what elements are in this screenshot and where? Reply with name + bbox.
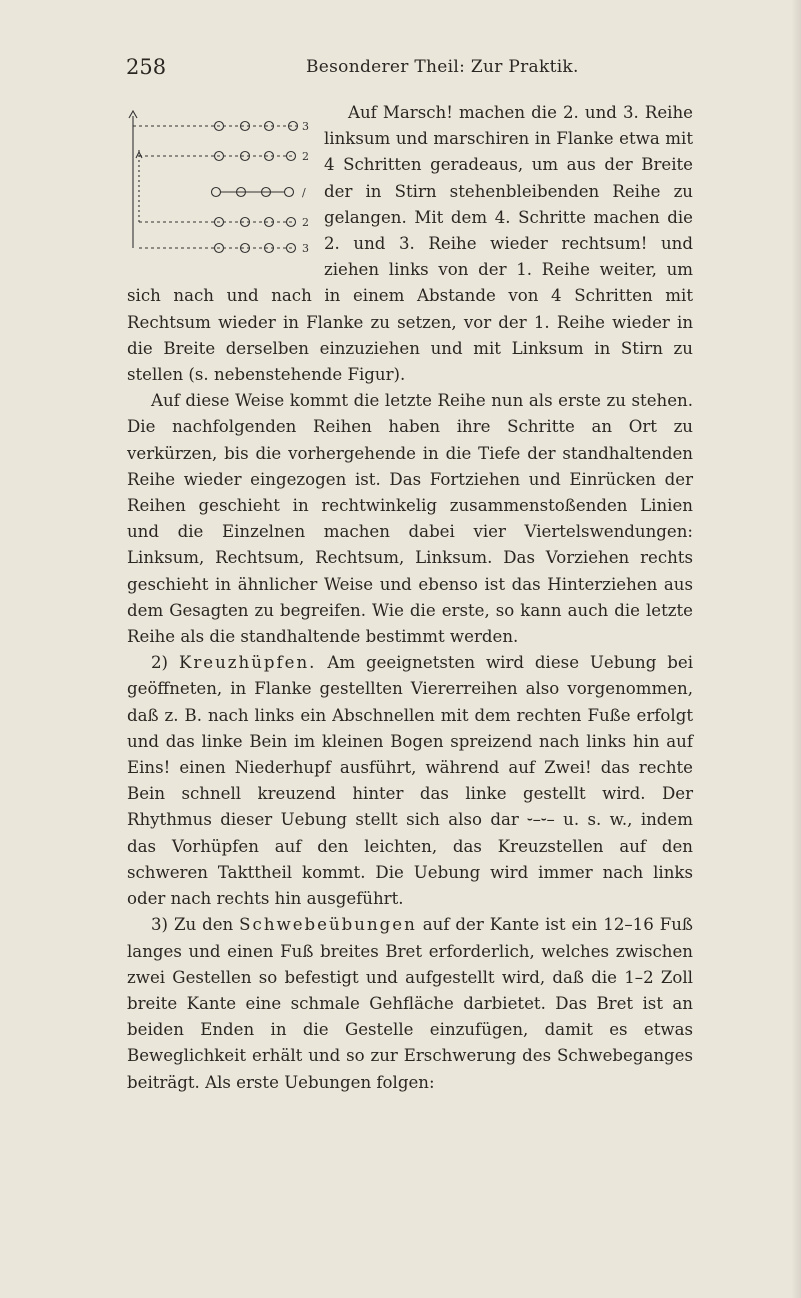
emphasized-term: Schwebeübungen	[239, 915, 417, 935]
running-title: Besonderer Theil: Zur Praktik.	[306, 57, 579, 77]
paragraph-4: 3) Zu den Schwebeübungen auf der Kante ist ein 12–16 Fuß langes und einen Fuß breites Bret erforderlich, welches zwischen zwei Gestellen so befestigt und aufgestellt wird, daß die 1–2 Zoll breite Kante eine schmale Gehfläche darbietet. Das Bret ist an beiden Enden in die Gestelle einzufügen, damit es etwas Beweglichkeit erhält und so zur Erschwerung des Schwebeganges beiträgt. Als erste Uebungen folgen:	[127, 915, 693, 1092]
formation-figure	[119, 106, 314, 268]
figure-row-label: 2	[302, 150, 309, 163]
page-edge-shadow	[791, 0, 801, 1298]
formation-diagram	[119, 106, 314, 268]
paragraph-2: Auf diese Weise kommt die letzte Reihe nun als erste zu stehen. Die nachfolgenden Reihen haben ihre Schritte an Ort zu verkürzen, bis die vorhergehende in die Tiefe der standhaltenden Reihe wieder eingezogen ist. Das Fortziehen und Einrücken der Reihen geschieht in rechtwinkelig zusammenstoßenden Linien und die Einzelnen machen dabei vier Viertelswendungen: Linksum, Rechtsum, Rechtsum, Linksum. Das Vorziehen rechts geschieht in ähnlicher Weise und ebenso ist das Hinterziehen aus dem Gesagten zu begreifen. Wie die erste, so kann auch die letzte Reihe als die standhaltende bestimmt werden.	[127, 391, 693, 647]
figure-row-label: 3	[302, 242, 309, 255]
page-body	[127, 100, 693, 1096]
paragraph-1-text: Auf Marsch! machen die 2. und 3. Reihe linksum und marschiren in Flanke etwa mit 4 Schritten geradeaus, um aus der Breite der in Stirn stehenbleibenden Reihe zu gelangen. Mit dem 4. Schritte machen die 2. und 3. Reihe wieder rechtsum! und ziehen links von der 1. Reihe weiter, um sich nach und nach in einem Abstande von 4 Schritten mit Rechtsum wieder in Flanke zu setzen, vor der 1. Reihe wieder in die Breite derselben einzuziehen und mit Linksum in Stirn zu stellen (s. nebenstehende Figur).	[127, 103, 693, 385]
paragraph-1	[127, 100, 693, 388]
page-header	[126, 55, 692, 83]
paragraph-3: 2) Kreuzhüpfen. Am geeignetsten wird diese Uebung bei geöffneten, in Flanke gestellten Viererreihen also vorgenommen, daß z. B. nach links ein Abschnellen mit dem rechten Fuße erfolgt und das linke Bein im kleinen Bogen spreizend nach links hin auf Eins! einen Niederhupf ausführt, während auf Zwei! das rechte Bein schnell kreuzend hinter das linke gestellt wird. Der Rhythmus dieser Uebung stellt sich also dar ⏑–⏑– u. s. w., indem das Vorhüpfen auf den leichten, das Kreuzstellen auf den schweren Takttheil kommt. Die Uebung wird immer nach links oder nach rechts hin ausgeführt.	[127, 653, 694, 909]
figure-row-label: 2	[302, 216, 309, 229]
emphasized-term: Kreuzhüpfen.	[178, 653, 317, 673]
figure-row-label: /	[302, 186, 306, 199]
page-number: 258	[126, 55, 167, 79]
figure-row-label: 3	[302, 120, 309, 133]
